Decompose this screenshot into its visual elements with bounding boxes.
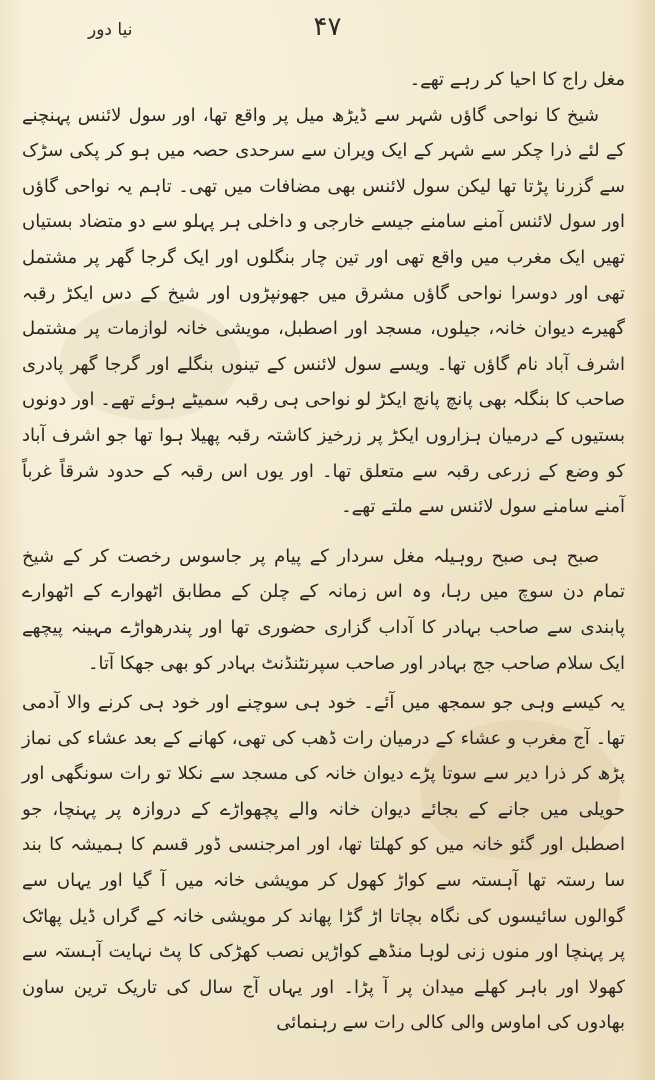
paragraph-opening-line: مغل راج کا احیا کر رہے تھے۔ bbox=[409, 69, 625, 90]
main-text bbox=[22, 62, 625, 1041]
page-header bbox=[0, 12, 655, 56]
page-number: ۴۷ bbox=[313, 12, 342, 42]
paragraph-morning-thoughts: صبح ہی صبح روہیلہ مغل سردار کے پیام پر جاسوس رخصت کر کے شیخ تمام دن سوچ میں رہا، وہ اس زمانہ کے چلن کے مطابق اٹھوارے کے اٹھوارے پابندی سے صاحب بہادر کا آداب گزاری حضوری تھا اور پندرھواڑے مہینہ پیچھے ایک سلام صاحب جج بہادر اور صاحب سپرنٹنڈنٹ بہادر کو بھی جھکا آتا۔ bbox=[22, 545, 625, 674]
paragraph-village-description: شیخ کا نواحی گاؤں شہر سے ڈیڑھ میل پر واقع تھا، اور سول لائنس پہنچنے کے لئے ذرا چکر سے شہر کے ایک ویران سے سرحدی حصہ میں ہو کر پکی سڑک سے گزرنا پڑتا تھا لیکن سول لائنس بھی مضافات میں تھی۔ تاہم یہ نواحی گاؤں اور سول لائنس آمنے سامنے جیسے خارجی و داخلی ہر پہلو سے دو متضاد بستیاں تھیں ایک مغرب میں واقع تھی اور تین چار بنگلوں اور ایک گرجا گھر پر مشتمل تھی اور دوسرا نواحی گاؤں مشرق میں جھونپڑوں اور شیخ کے دس ایکڑ رقبہ گھیرے دیوان خانہ، جیلوں، مسجد اور اصطبل، مویشی خانہ لوازمات پر مشتمل اشرف آباد نام گاؤں تھا۔ ویسے سول لائنس کے تینوں بنگلے اور گرجا گھر پادری صاحب کا بنگلہ بھی پانچ پانچ ایکڑ لو نواحی ہی رقبہ سمیٹے ہوئے تھے۔ اور دونوں بستیوں کے درمیان ہزاروں ایکڑ پر زرخیز کاشتہ رقبہ پھیلا ہوا تھا جو اشرف آباد کو وضع کے زرعی رقبہ سے متعلق تھا۔ اور یوں اس رقبہ کے حدود شرقاً غرباً آمنے سامنے سول لائنس سے ملتے تھے۔ bbox=[22, 104, 625, 518]
running-title: نیا دور bbox=[88, 20, 133, 40]
paragraph-night-departure: یہ کیسے وہی جو سمجھ میں آئے۔ خود ہی سوچنے اور خود ہی کرنے والا آدمی تھا۔ آج مغرب و عشاء کے درمیان رات ڈھب کی تھی، کھانے کے بعد عشاء کی نماز پڑھ کر ذرا دیر سے سوتا پڑے دیوان خانہ کی مسجد سے نکلا تو رات سونگھی اور حویلی میں جانے کے بجائے دیوان خانہ والے پچھواڑے کے دروازہ پر پہنچا، جو اصطبل اور گئو خانہ میں کو کھلتا تھا، اور امرجنسی ڈور قسم کا ہمیشہ کا بند سا رستہ تھا آہستہ سے کواڑ کھول کر مویشی خانہ میں آ گیا اور یہاں سے گوالوں سائیسوں کی نگاہ بچاتا اڑ گڑا پھاند کر مویشی خانہ کے گراں ڈیل پھاٹک پر پہنچا اور منوں زنی لوہا منڈھے کواڑیں نصب کھڑکی کا پٹ نہایت آہستہ سے کھولا اور باہر کھلے میدان پر آ پڑا۔ اور یہاں آج سال کی تاریک ترین ساون بھادوں کی اماوس والی کالی رات سے رہنمائی bbox=[22, 692, 625, 1034]
